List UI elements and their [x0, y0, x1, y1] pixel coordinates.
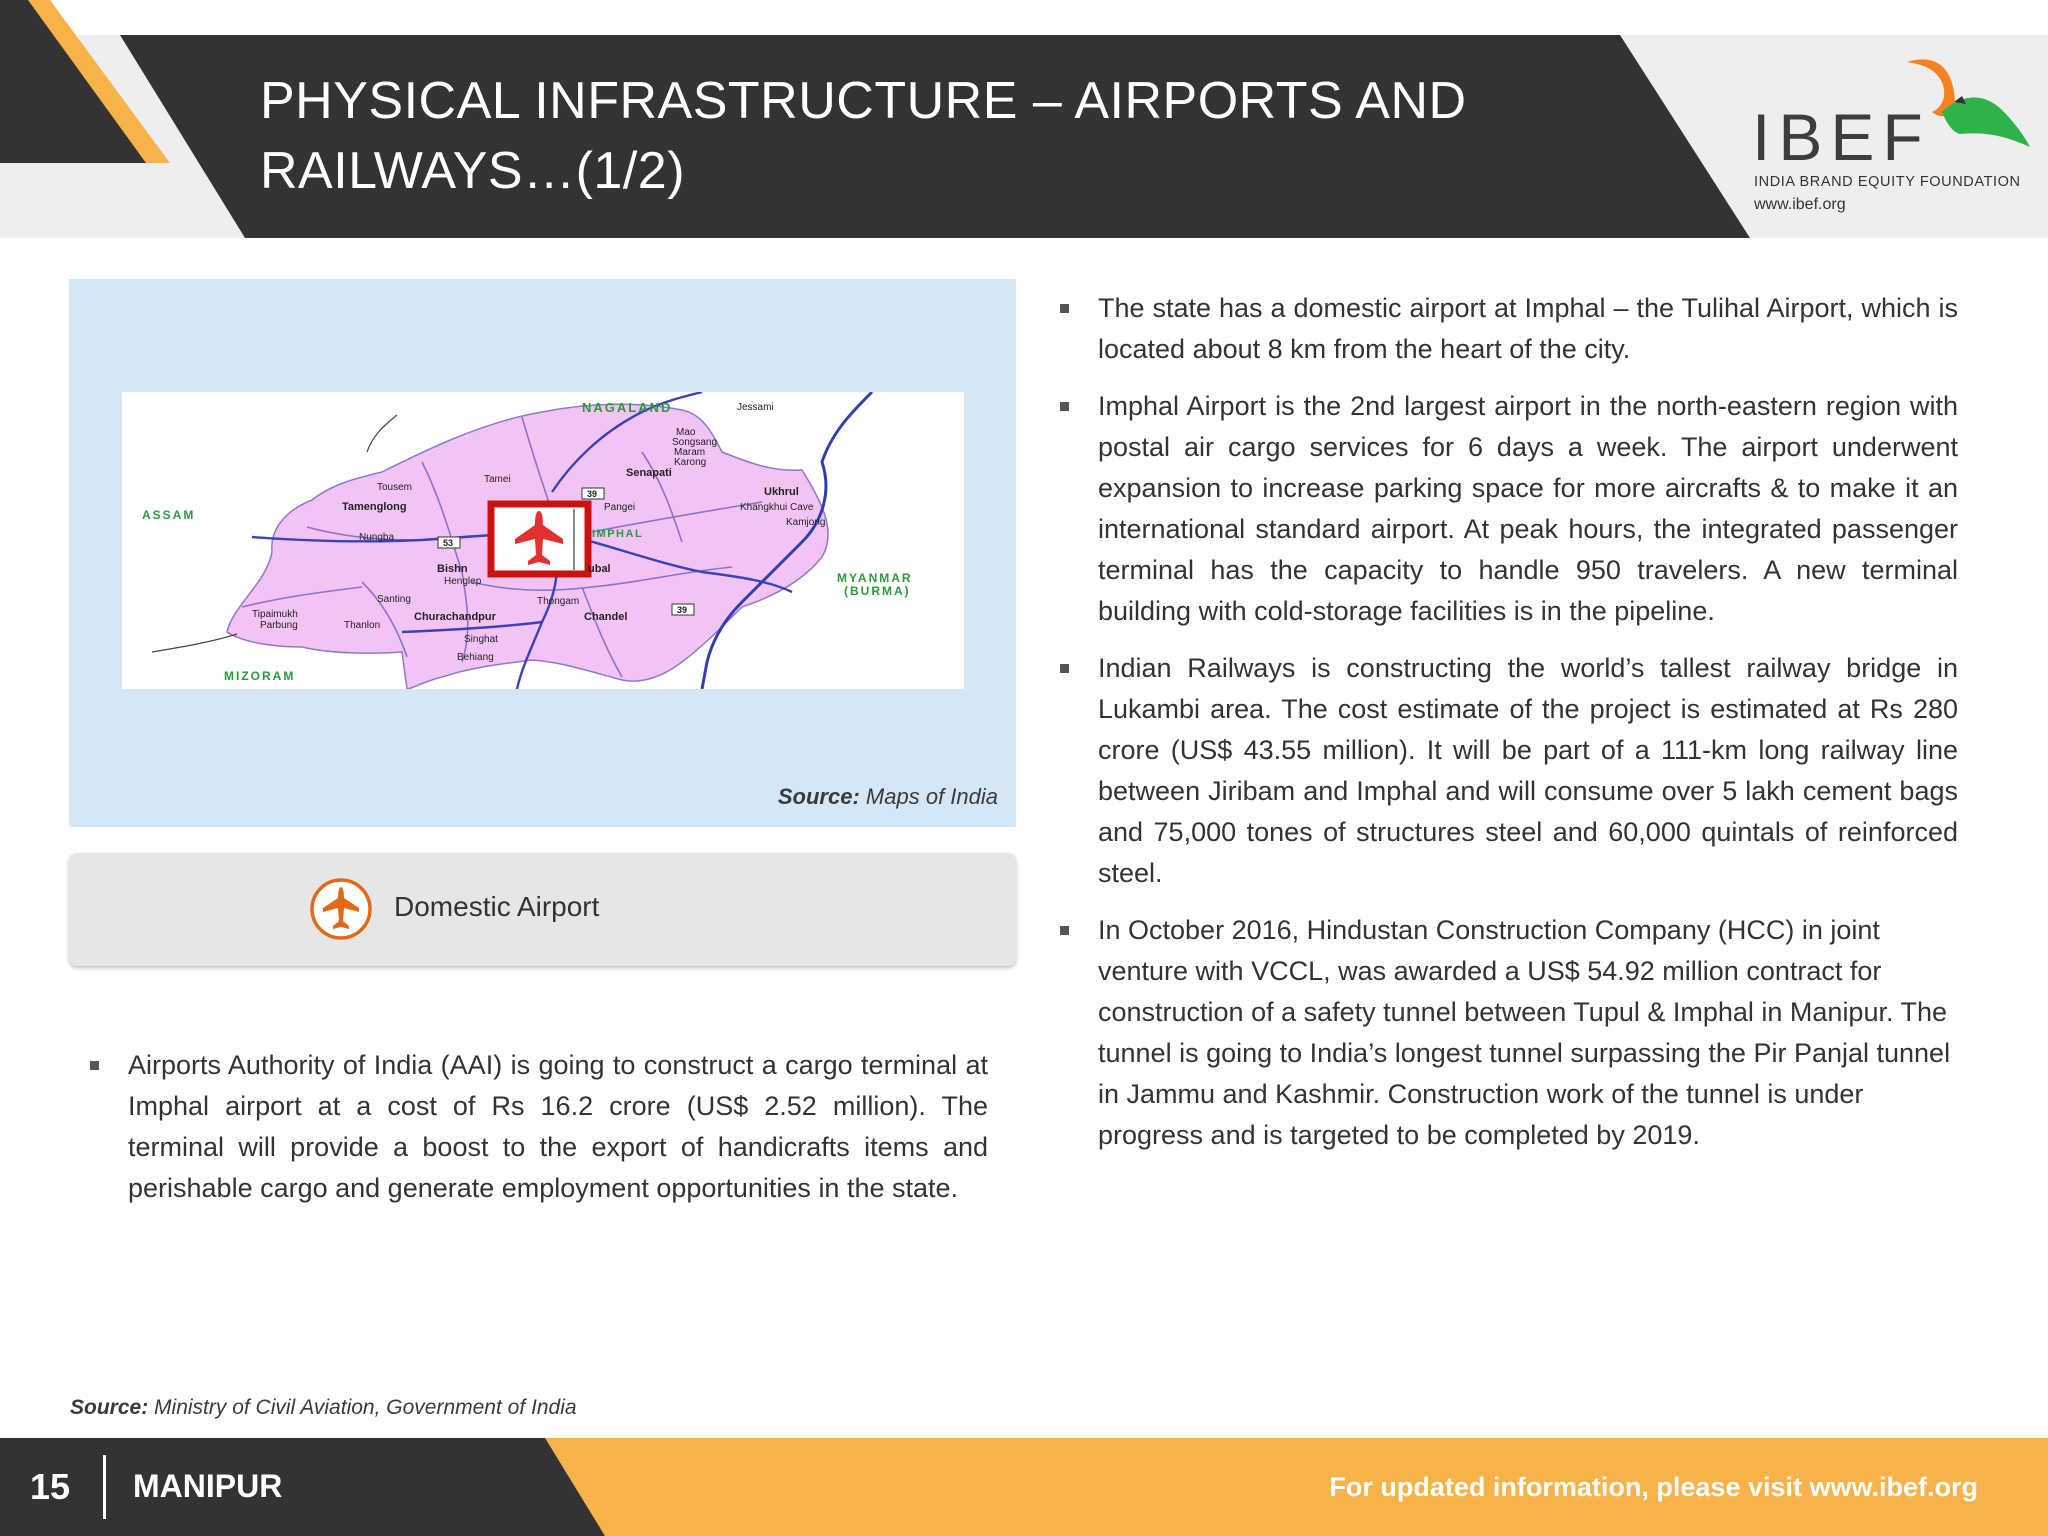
map-label-tousem: Tousem	[377, 482, 413, 493]
bullet-railway-bridge: Indian Railways is constructing the world’s tallest railway bridge in Lukambi area. The cost estimate of the project is estimated at Rs 280 crore (US$ 43.55 million). It will be part of a 111-km long railway line between Jiribam and Imphal and will consume over 5 lakh cement bags and 75,000 tones of structures steel and 60,000 quintals of reinforced steel.	[1058, 648, 1958, 894]
bullet-cargo-terminal: Airports Authority of India (AAI) is going to construct a cargo terminal at Imphal airport at a cost of Rs 16.2 crore (US$ 2.52 million). The terminal will provide a boost to the export of handicrafts items and perishable cargo and generate employment opportunities in the state.	[88, 1045, 988, 1209]
bullet-tulihal-airport: The state has a domestic airport at Imphal – the Tulihal Airport, which is located about 8 km from the heart of the city.	[1058, 288, 1958, 370]
map-label-thongam: Thongam	[537, 596, 580, 607]
legend-label-domestic-airport: Domestic Airport	[394, 891, 600, 922]
map-label-tipaimukh: Tipaimukh	[252, 609, 298, 620]
map-source-label: Source:	[777, 784, 860, 809]
right-bullet-list	[1058, 288, 1958, 1172]
map-label-ukhrul: Ukhrul	[764, 486, 799, 498]
logo-tagline: INDIA BRAND EQUITY FOUNDATION	[1754, 174, 2021, 190]
map-label-karong: Karong	[674, 457, 707, 468]
map-label-myanmar: MYANMAR	[837, 571, 913, 585]
map-label-parbung: Parbung	[260, 620, 298, 631]
map-label-jessami: Jessami	[737, 402, 774, 413]
map-legend	[69, 853, 1016, 966]
bullet-imphal-airport-expansion: Imphal Airport is the 2nd largest airport in the north-eastern region with postal air cargo services for 6 days a week. The airport underwent expansion to increase parking space for more aircrafts & to make it an international standard airport. At peak hours, the integrated passenger terminal has the capacity to handle 950 travelers. A new terminal building with cold-storage facilities is in the pipeline.	[1058, 386, 1958, 632]
map-label-tamenglong: Tamenglong	[342, 501, 407, 513]
map-label-mao: Mao	[676, 427, 696, 438]
map-label-thoubal: ubal	[588, 563, 611, 575]
map-label-nagaland: NAGALAND	[582, 400, 673, 415]
map-label-mizoram: MIZORAM	[224, 669, 296, 683]
page-number: 15	[30, 1466, 71, 1507]
page-source-text: Ministry of Civil Aviation, Government of India	[154, 1396, 577, 1419]
page-source-label: Source:	[70, 1396, 149, 1419]
title-line-1: PHYSICAL INFRASTRUCTURE – AIRPORTS AND	[260, 72, 1467, 130]
title-line-2: RAILWAYS…(1/2)	[260, 142, 686, 200]
map-label-assam: ASSAM	[142, 508, 196, 522]
left-bullet-list	[88, 1045, 988, 1225]
airplane-icon	[309, 877, 373, 941]
highway-badge-39b: 39	[677, 605, 688, 615]
map-label-maram: Maram	[674, 447, 706, 458]
map-label-churachandpur: Churachandpur	[414, 611, 496, 623]
footer-state-name: MANIPUR	[133, 1468, 283, 1504]
logo-url: www.ibef.org	[1754, 196, 1846, 213]
map-label-imphal: IMPHAL	[592, 528, 644, 540]
map-source-text: Maps of India	[865, 784, 998, 809]
map-panel	[69, 279, 1016, 827]
highway-badge-53: 53	[443, 538, 454, 548]
map-label-hengleb: Henglep	[444, 576, 482, 587]
ibef-logo	[1752, 52, 2032, 222]
logo-wordmark: IBEF	[1752, 100, 1931, 174]
map-label-nungba: Nungba	[359, 532, 395, 543]
footer-website-link[interactable]: For updated information, please visit www.ibef.org	[1329, 1472, 1978, 1502]
map-source	[778, 784, 998, 810]
bullet-safety-tunnel: In October 2016, Hindustan Construction Company (HCC) in joint venture with VCCL, was awarded a US$ 54.92 million contract for construction of a safety tunnel between Tupul & Imphal in Manipur. The tunnel is going to India’s longest tunnel surpassing the Pir Panjal tunnel in Jammu and Kashmir. Construction work of the tunnel is under progress and is targeted to be completed by 2019.	[1058, 910, 1958, 1156]
highway-badge-39: 39	[587, 489, 598, 499]
map-label-tamei: Tamei	[484, 474, 511, 485]
map-label-kamjong: Kamjong	[786, 517, 826, 528]
map-label-bishnupur: Bishn	[437, 563, 468, 575]
map-label-behiang: Behiang	[457, 652, 494, 663]
map-label-pangei: Pangei	[604, 502, 636, 513]
map-label-khangkhui: Khangkhui Cave	[740, 502, 814, 513]
map-label-songsang: Songsang	[672, 437, 718, 448]
map-label-senapati: Senapati	[626, 467, 672, 479]
map-label-burma: (BURMA)	[844, 584, 911, 598]
map-label-thanlon: Thanlon	[344, 620, 381, 631]
map-label-singhat: Singhat	[464, 634, 498, 645]
map-label-chandel: Chandel	[584, 611, 628, 623]
footer-divider	[103, 1455, 106, 1519]
manipur-map	[122, 392, 964, 689]
page-source	[70, 1396, 577, 1420]
map-label-santing: Santing	[377, 594, 411, 605]
page-title	[260, 66, 1600, 206]
